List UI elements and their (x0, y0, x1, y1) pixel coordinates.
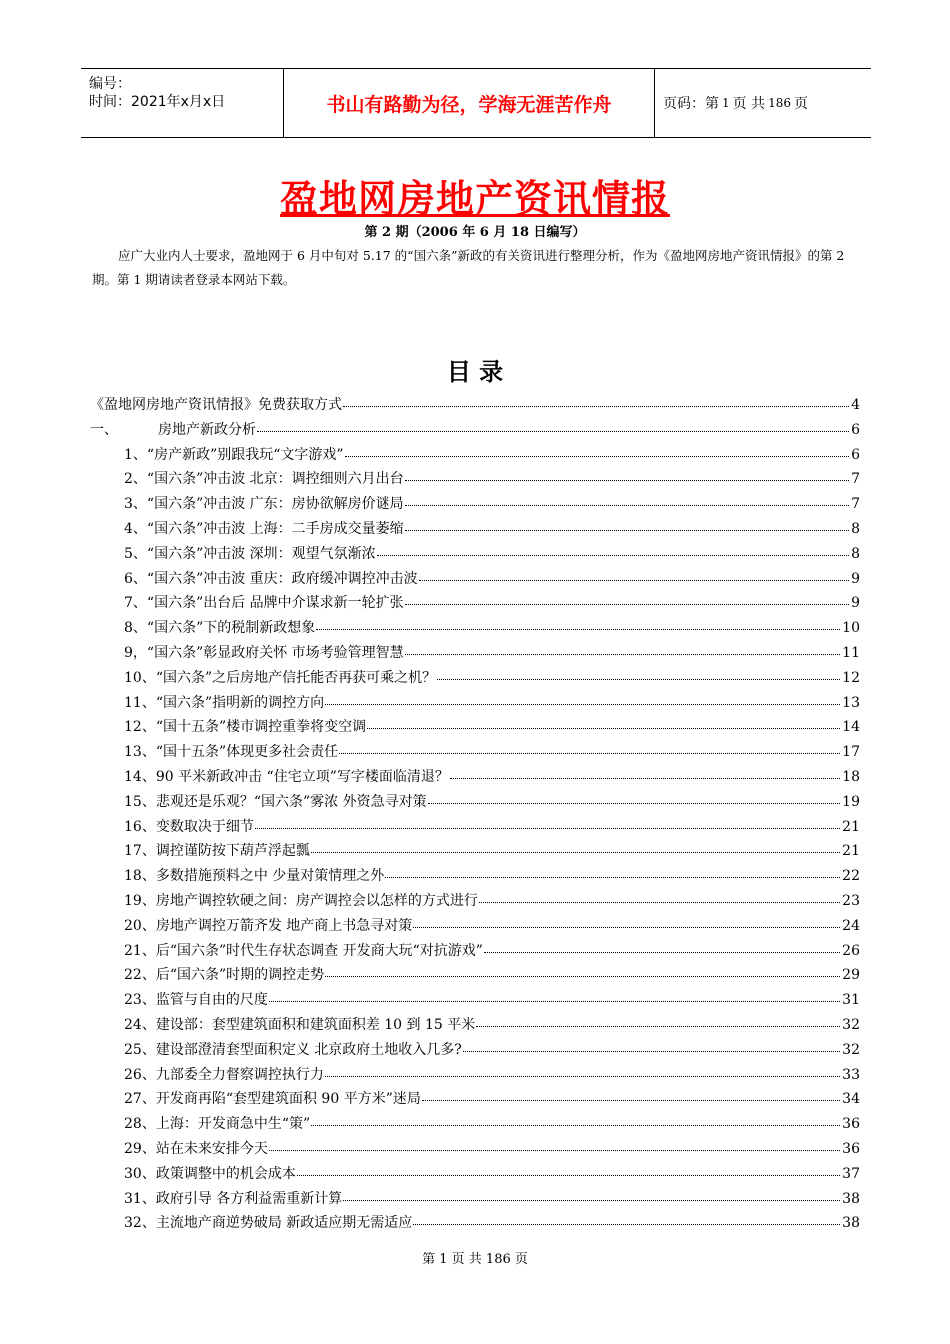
toc-leader-dots (269, 1136, 840, 1151)
toc-entry[interactable] (90, 1188, 860, 1213)
table-of-contents (90, 394, 860, 1237)
toc-leader-dots (325, 1062, 840, 1077)
toc-entry[interactable] (90, 840, 860, 865)
toc-entry-number: 22、 (124, 967, 156, 984)
toc-entry-label: “房产新政”别跟我玩“文字游戏” (146, 446, 344, 463)
toc-entry-page: 9 (851, 570, 860, 587)
toc-entry-number: 31、 (124, 1190, 156, 1207)
toc-entry-number: 26、 (124, 1066, 156, 1083)
toc-leader-dots (405, 516, 849, 531)
toc-entry-page: 33 (842, 1066, 860, 1083)
toc-leader-dots (297, 1161, 840, 1176)
toc-entry-page: 38 (842, 1215, 860, 1232)
toc-entry-label: 房地产新政分析 (158, 421, 256, 438)
page-footer: 第 1 页 共 186 页 (422, 1252, 528, 1267)
toc-leader-dots (385, 863, 840, 878)
toc-leader-dots (405, 590, 849, 605)
toc-entry-page: 31 (842, 992, 860, 1009)
toc-entry[interactable] (90, 964, 860, 989)
toc-entry-page: 32 (842, 1041, 860, 1058)
toc-entry-page: 37 (842, 1165, 860, 1182)
toc-leader-dots (339, 739, 840, 754)
toc-entry-number: 21、 (124, 942, 156, 959)
toc-entry[interactable] (90, 493, 860, 518)
toc-entry[interactable] (90, 444, 860, 469)
toc-leader-dots (479, 888, 840, 903)
toc-entry[interactable] (90, 1064, 860, 1089)
toc-entry[interactable] (90, 468, 860, 493)
toc-entry-label: 九部委全力督察调控执行力 (155, 1066, 324, 1083)
toc-entry[interactable] (90, 642, 860, 667)
toc-leader-dots (422, 1086, 840, 1101)
toc-entry-page: 6 (851, 446, 860, 463)
toc-entry-label: “国六条”下的税制新政想象 (146, 620, 316, 637)
toc-entry-label: “国十五条”体现更多社会责任 (155, 744, 339, 761)
toc-leader-dots (325, 690, 840, 705)
toc-entry-page: 29 (842, 967, 860, 984)
toc-title: 目 录 (446, 358, 504, 386)
toc-entry-number: 13、 (124, 744, 156, 761)
header-meta-cell (81, 69, 284, 137)
toc-entry-number: 16、 (124, 818, 156, 835)
toc-entry[interactable] (90, 419, 860, 444)
toc-entry-label: 后“国六条”时代生存状态调查 开发商大玩“对抗游戏” (155, 942, 483, 959)
toc-entry-label: 开发商再陷“套型建筑面积 90 平方米”迷局 (155, 1091, 421, 1108)
toc-entry[interactable] (90, 791, 860, 816)
toc-entry-number: 20、 (124, 917, 156, 934)
toc-entry-number: 15、 (124, 793, 156, 810)
toc-entry-number: 30、 (124, 1165, 156, 1182)
toc-entry-label: “国六条”冲击波 广东：房协欲解房价谜局 (146, 496, 404, 513)
toc-entry[interactable] (90, 568, 860, 593)
toc-leader-dots (450, 764, 840, 779)
toc-leader-dots (343, 392, 849, 407)
toc-entry-page: 14 (842, 719, 860, 736)
toc-entry-number: 19、 (124, 892, 156, 909)
page-label-c: 页 (794, 96, 808, 112)
toc-leader-dots (255, 814, 840, 829)
toc-entry[interactable] (90, 617, 860, 642)
toc-entry-number: 18、 (124, 868, 156, 885)
toc-entry-label: “国十五条”楼市调控重拳将变空调 (155, 719, 367, 736)
toc-entry-number: 2、 (124, 471, 147, 488)
toc-entry-number: 23、 (124, 992, 156, 1009)
toc-entry-page: 23 (842, 892, 860, 909)
toc-entry-number: 5、 (124, 545, 147, 562)
header-table (81, 68, 871, 138)
toc-entry-label: “国六条”冲击波 重庆：政府缓冲调控冲击波 (146, 570, 418, 587)
toc-entry[interactable] (90, 592, 860, 617)
toc-leader-dots (316, 615, 840, 630)
toc-leader-dots (367, 714, 840, 729)
toc-entry-label: 悲观还是乐观？“国六条”雾浓 外资急寻对策 (155, 793, 427, 810)
toc-leader-dots (405, 491, 849, 506)
toc-leader-dots (345, 442, 850, 457)
toc-entry-label: 监管与自由的尺度 (155, 992, 268, 1009)
toc-leader-dots (325, 962, 840, 977)
toc-entry-label: 政策调整中的机会成本 (155, 1165, 296, 1182)
toc-leader-dots (257, 417, 849, 432)
toc-entry-page: 26 (842, 942, 860, 959)
toc-entry-label: “国六条”出台后 品牌中介谋求新一轮扩张 (146, 595, 404, 612)
toc-entry-page: 38 (842, 1190, 860, 1207)
toc-entry-label: 《盈地网房地产资讯情报》免费获取方式 (90, 397, 342, 413)
toc-entry-page: 11 (842, 644, 860, 661)
toc-entry-page: 12 (842, 669, 860, 686)
toc-leader-dots (428, 789, 841, 804)
toc-leader-dots (405, 466, 849, 481)
toc-entry-label: 变数取决于细节 (155, 818, 254, 835)
toc-entry-label: 建设部：套型建筑面积和建筑面积差 10 到 15 平米 (155, 1016, 476, 1033)
toc-entry-label: “国六条”冲击波 深圳：观望气氛渐浓 (146, 545, 376, 562)
toc-entry-number: 10、 (124, 669, 156, 686)
toc-entry-label: 建设部澄清套型面积定义 北京政府土地收入几多? (155, 1041, 462, 1058)
toc-entry-page: 7 (851, 496, 860, 513)
page-number: 1 (722, 96, 730, 110)
toc-leader-dots (476, 1012, 840, 1027)
toc-entry[interactable] (90, 667, 860, 692)
toc-entry-label: 上海：开发商急中生“策” (155, 1116, 311, 1133)
toc-leader-dots (419, 566, 849, 581)
toc-entry-page: 8 (851, 545, 860, 562)
toc-entry[interactable] (90, 1014, 860, 1039)
toc-entry[interactable] (90, 890, 860, 915)
toc-entry-number: 28、 (124, 1116, 156, 1133)
time-label: 时间：2021年x月x日 (89, 94, 226, 110)
toc-entry-number: 24、 (124, 1016, 156, 1033)
toc-entry[interactable] (90, 1039, 860, 1064)
issue-line: 第 2 期（2006 年 6 月 18 日编写） (364, 225, 586, 240)
toc-entry-page: 4 (851, 397, 860, 413)
toc-leader-dots (311, 838, 840, 853)
toc-entry-label: “国六条”冲击波 北京：调控细则六月出台 (146, 471, 404, 488)
toc-entry-label: “国六条”之后房地产信托能否再获可乘之机？ (155, 669, 437, 686)
toc-entry[interactable] (90, 989, 860, 1014)
toc-entry-number: 9， (124, 644, 147, 661)
toc-entry-page: 21 (842, 818, 860, 835)
toc-entry-page: 7 (851, 471, 860, 488)
toc-entry-number: 一、 (90, 421, 118, 438)
toc-entry[interactable] (90, 816, 860, 841)
toc-entry[interactable] (90, 692, 860, 717)
toc-entry[interactable] (90, 766, 860, 791)
toc-entry-page: 36 (842, 1140, 860, 1157)
toc-leader-dots (413, 1210, 840, 1225)
toc-entry-number: 7、 (124, 595, 147, 612)
toc-entry-number: 17、 (124, 843, 156, 860)
toc-entry-page: 8 (851, 520, 860, 537)
toc-entry-number: 4、 (124, 520, 147, 537)
toc-entry-label: “国六条”冲击波 上海：二手房成交量萎缩 (146, 520, 404, 537)
toc-entry-page: 22 (842, 868, 860, 885)
toc-entry[interactable] (90, 741, 860, 766)
toc-entry-page: 10 (842, 620, 860, 637)
motto: 书山有路勤为径，学海无涯苦作舟 (284, 69, 655, 137)
toc-entry-number: 14、 (124, 768, 156, 785)
toc-entry-number: 25、 (124, 1041, 156, 1058)
toc-entry[interactable] (90, 394, 860, 419)
toc-entry[interactable] (90, 940, 860, 965)
toc-leader-dots (377, 541, 849, 556)
toc-leader-dots (463, 1037, 840, 1052)
page-indicator (663, 69, 808, 137)
toc-entry-number: 1、 (124, 446, 147, 463)
toc-entry-number: 12、 (124, 719, 156, 736)
toc-entry-page: 9 (851, 595, 860, 612)
toc-leader-dots (405, 640, 840, 655)
toc-entry-number: 27、 (124, 1091, 156, 1108)
toc-entry[interactable] (90, 716, 860, 741)
toc-entry-page: 17 (842, 744, 860, 761)
toc-entry[interactable] (90, 1163, 860, 1188)
toc-entry-page: 36 (842, 1116, 860, 1133)
toc-entry[interactable] (90, 518, 860, 543)
toc-leader-dots (413, 913, 840, 928)
toc-entry-number: 29、 (124, 1140, 156, 1157)
toc-entry[interactable] (90, 1088, 860, 1113)
toc-entry[interactable] (90, 915, 860, 940)
toc-entry-label: 主流地产商逆势破局 新政适应期无需适应 (155, 1215, 413, 1232)
toc-entry-page: 13 (842, 694, 860, 711)
toc-entry-number: 3、 (124, 496, 147, 513)
toc-entry-page: 24 (842, 917, 860, 934)
toc-entry[interactable] (90, 543, 860, 568)
page-label-b: 页 共 (732, 96, 766, 112)
toc-entry-label: 调控谨防按下葫芦浮起瓢 (155, 843, 310, 860)
toc-entry-number: 8、 (124, 620, 147, 637)
toc-entry-page: 6 (851, 421, 860, 438)
toc-entry-page: 34 (842, 1091, 860, 1108)
report-title: 盈地网房地产资讯情报 (279, 177, 670, 221)
toc-entry-number: 11、 (124, 694, 156, 711)
toc-entry-page: 18 (842, 768, 860, 785)
toc-entry-label: “国六条”指明新的调控方向 (155, 694, 325, 711)
page-label-a: 页码：第 (663, 96, 719, 112)
toc-entry-page: 32 (842, 1016, 860, 1033)
toc-entry-label: 站在未来安排今天 (155, 1140, 268, 1157)
toc-entry-label: 后“国六条”时期的调控走势 (155, 967, 325, 984)
toc-entry-label: 政府引导 各方利益需重新计算 (155, 1190, 343, 1207)
toc-entry-label: 房地产调控万箭齐发 地产商上书急寻对策 (155, 917, 413, 934)
toc-leader-dots (437, 665, 840, 680)
toc-entry-label: 房地产调控软硬之间：房产调控会以怎样的方式进行 (155, 892, 478, 909)
toc-entry-page: 19 (842, 793, 860, 810)
intro-paragraph: 应广大业内人士要求，盈地网于 6 月中旬对 5.17 的“国六条”新政的有关资讯进行整理分析，作为《盈地网房地产资讯情报》的第 2 期。第 1 期请读者登录本网站下载。 (92, 248, 845, 287)
toc-leader-dots (311, 1111, 840, 1126)
toc-entry-page: 21 (842, 843, 860, 860)
toc-entry-label: 多数措施预料之中 少量对策情理之外 (155, 868, 385, 885)
toc-entry-number: 32、 (124, 1215, 156, 1232)
toc-entry[interactable] (90, 1113, 860, 1138)
code-label: 编号： (89, 76, 131, 92)
toc-entry[interactable] (90, 1138, 860, 1163)
page-total: 186 (768, 96, 791, 110)
toc-leader-dots (484, 938, 840, 953)
toc-entry-label: 90 平米新政冲击 “住宅立项”写字楼面临清退？ (155, 768, 449, 785)
toc-entry-label: “国六条”彰显政府关怀 市场考验管理智慧 (146, 644, 404, 661)
toc-leader-dots (343, 1186, 840, 1201)
toc-entry-number: 6、 (124, 570, 147, 587)
toc-entry[interactable] (90, 1212, 860, 1237)
toc-entry[interactable] (90, 865, 860, 890)
toc-leader-dots (269, 987, 840, 1002)
